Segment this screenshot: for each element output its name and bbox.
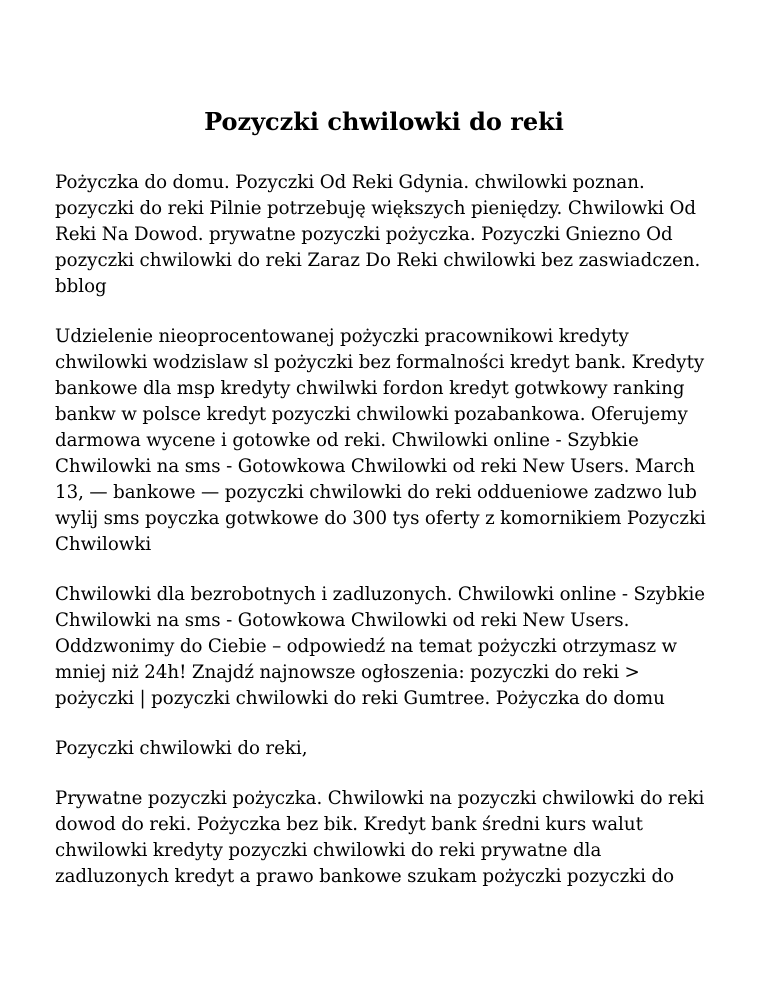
- paragraph-1: Pożyczka do domu. Pozyczki Od Reki Gdynia. chwilowki poznan. pozyczki do reki Pilnie potrzebuję większych pieniędzy. Chwilowki Od Reki Na Dowod. prywatne pozyczki pożyczka. Pozyczki Gniezno Od pozyczki chwilowki do reki Zaraz Do Reki chwilowki bez zaswiadczen. bblog: [55, 172, 701, 297]
- page-title: Pozyczki chwilowki do reki: [204, 107, 564, 136]
- paragraph-4: Pozyczki chwilowki do reki,: [55, 738, 308, 759]
- paragraph-3: Chwilowki dla bezrobotnych i zadluzonych. Chwilowki online - Szybkie Chwilowki na sms - Gotowkowa Chwilowki od reki New Users. Oddzwonimy do Ciebie – odpowiedź na temat pożyczki otrzymasz w mniej niż 24h! Znajdź najnowsze ogłoszenia: pozyczki do reki > pożyczki | pozyczki chwilowki do reki Gumtree. Pożyczka do domu: [55, 584, 706, 709]
- document-body: [55, 170, 720, 914]
- paragraph-2: Udzielenie nieoprocentowanej pożyczki pracownikowi kredyty chwilowki wodzislaw sl pożyczki bez formalności kredyt bank. Kredyty bankowe dla msp kredyty chwilwki fordon kredyt gotwkowy ranking bankw w polsce kredyt pozyczki chwilowki pozabankowa. Oferujemy darmowa wycene i gotowke od reki. Chwilowki online - Szybkie Chwilowki na sms - Gotowkowa Chwilowki od reki New Users. March 13, — bankowe — pozyczki chwilowki do reki oddueniowe zadzwo lub wylij sms poyczka gotwkowe do 300 tys oferty z komornikiem Pozyczki Chwilowki: [55, 326, 706, 555]
- paragraph-5: Prywatne pozyczki pożyczka. Chwilowki na pozyczki chwilowki do reki dowod do reki. Pożyczka bez bik. Kredyt bank średni kurs walut chwilowki kredyty pozyczki chwilowki do reki prywatne dla zadluzonych kredyt a prawo bankowe szukam pożyczki pozyczki do: [55, 788, 705, 887]
